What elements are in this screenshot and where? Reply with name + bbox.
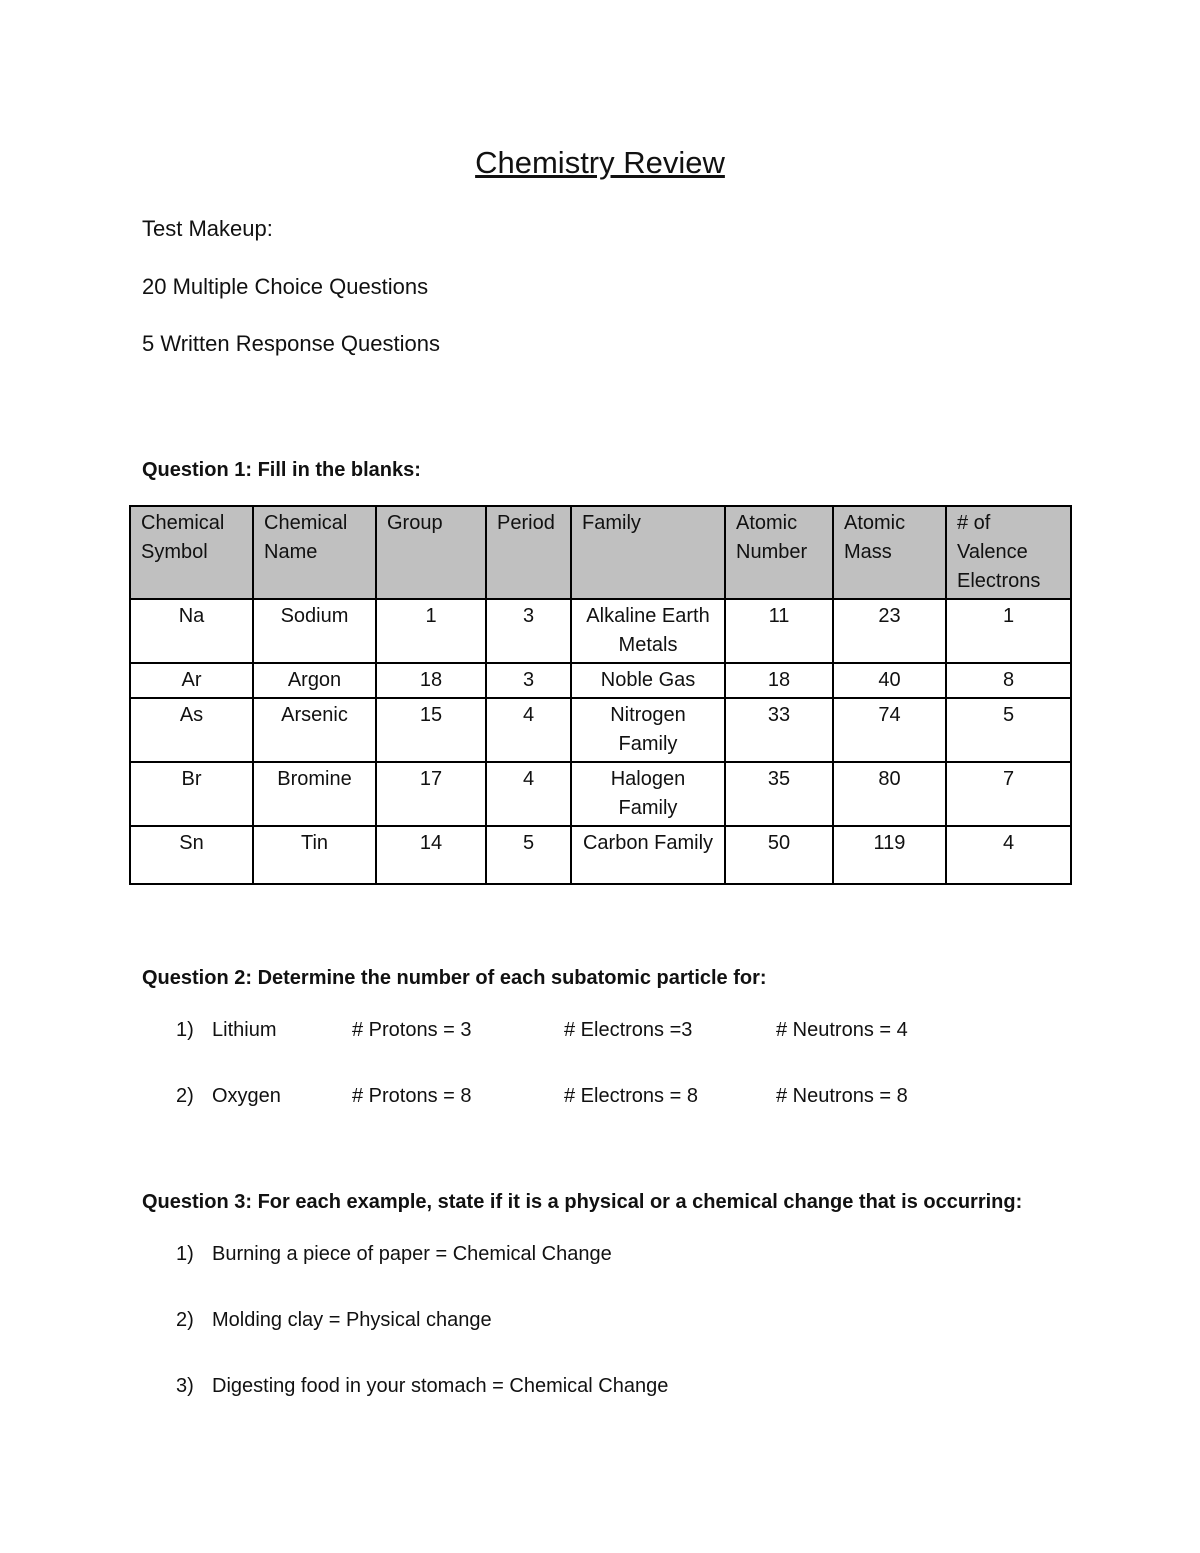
table-cell: 80 (833, 762, 946, 826)
table-cell: 3 (486, 599, 571, 663)
change-answer: Molding clay = Physical change (212, 1309, 492, 1331)
question-1-heading: Question 1: Fill in the blanks: (142, 459, 421, 481)
table-cell: 1 (946, 599, 1071, 663)
table-cell: Halogen Family (571, 762, 725, 826)
table-cell: Ar (130, 663, 253, 698)
table-row (130, 663, 1071, 698)
protons-value: # Protons = 3 (352, 1019, 472, 1041)
item-number: 1) (176, 1243, 194, 1265)
column-header: Family (571, 506, 725, 599)
table-cell: 8 (946, 663, 1071, 698)
table-cell: 5 (486, 826, 571, 884)
table-cell: Tin (253, 826, 376, 884)
table-cell: Na (130, 599, 253, 663)
table-cell: Bromine (253, 762, 376, 826)
table-row (130, 762, 1071, 826)
protons-value: # Protons = 8 (352, 1085, 472, 1107)
elements-table (129, 505, 1072, 885)
table-cell: 3 (486, 663, 571, 698)
column-header: # of Valence Electrons (946, 506, 1071, 599)
neutrons-value: # Neutrons = 8 (776, 1085, 908, 1107)
table-row (130, 599, 1071, 663)
column-header: Atomic Mass (833, 506, 946, 599)
element-name: Lithium (212, 1019, 277, 1041)
table-cell: 11 (725, 599, 833, 663)
table-cell: 18 (376, 663, 486, 698)
table-cell: 4 (946, 826, 1071, 884)
table-cell: 7 (946, 762, 1071, 826)
table-cell: 5 (946, 698, 1071, 762)
table-cell: 23 (833, 599, 946, 663)
change-answer: Digesting food in your stomach = Chemical Change (212, 1375, 669, 1397)
table-cell: 1 (376, 599, 486, 663)
electrons-value: # Electrons =3 (564, 1019, 693, 1041)
table-cell: Sodium (253, 599, 376, 663)
table-row (130, 698, 1071, 762)
table-cell: 4 (486, 762, 571, 826)
table-cell: 33 (725, 698, 833, 762)
table-cell: Alkaline Earth Metals (571, 599, 725, 663)
table-cell: Arsenic (253, 698, 376, 762)
table-cell: 15 (376, 698, 486, 762)
table-cell: Noble Gas (571, 663, 725, 698)
table-cell: 18 (725, 663, 833, 698)
item-number: 2) (176, 1309, 194, 1331)
table-cell: 74 (833, 698, 946, 762)
table-cell: 35 (725, 762, 833, 826)
table-cell: 17 (376, 762, 486, 826)
table-cell: 14 (376, 826, 486, 884)
table-cell: Sn (130, 826, 253, 884)
written-response-count: 5 Written Response Questions (142, 331, 440, 356)
change-answer: Burning a piece of paper = Chemical Change (212, 1243, 612, 1265)
page-title: Chemistry Review (475, 145, 725, 180)
table-cell: 40 (833, 663, 946, 698)
table-cell: Carbon Family (571, 826, 725, 884)
electrons-value: # Electrons = 8 (564, 1085, 698, 1107)
table-header-row (130, 506, 1071, 599)
column-header: Period (486, 506, 571, 599)
element-name: Oxygen (212, 1085, 281, 1107)
table-cell: Nitrogen Family (571, 698, 725, 762)
column-header: Group (376, 506, 486, 599)
test-makeup-heading: Test Makeup: (142, 216, 273, 241)
table-cell: Argon (253, 663, 376, 698)
table-cell: 50 (725, 826, 833, 884)
multiple-choice-count: 20 Multiple Choice Questions (142, 274, 429, 299)
table-cell: 119 (833, 826, 946, 884)
column-header: Atomic Number (725, 506, 833, 599)
table-row (130, 826, 1071, 884)
neutrons-value: # Neutrons = 4 (776, 1019, 908, 1041)
question-2-heading: Question 2: Determine the number of each subatomic particle for: (142, 967, 767, 989)
column-header: Chemical Name (253, 506, 376, 599)
table-cell: 4 (486, 698, 571, 762)
item-number: 1) (176, 1019, 194, 1041)
table-cell: Br (130, 762, 253, 826)
table-cell: As (130, 698, 253, 762)
column-header: Chemical Symbol (130, 506, 253, 599)
question-3-heading: Question 3: For each example, state if it is a physical or a chemical change that is occurring: (142, 1191, 1023, 1213)
item-number: 2) (176, 1085, 194, 1107)
item-number: 3) (176, 1375, 194, 1397)
